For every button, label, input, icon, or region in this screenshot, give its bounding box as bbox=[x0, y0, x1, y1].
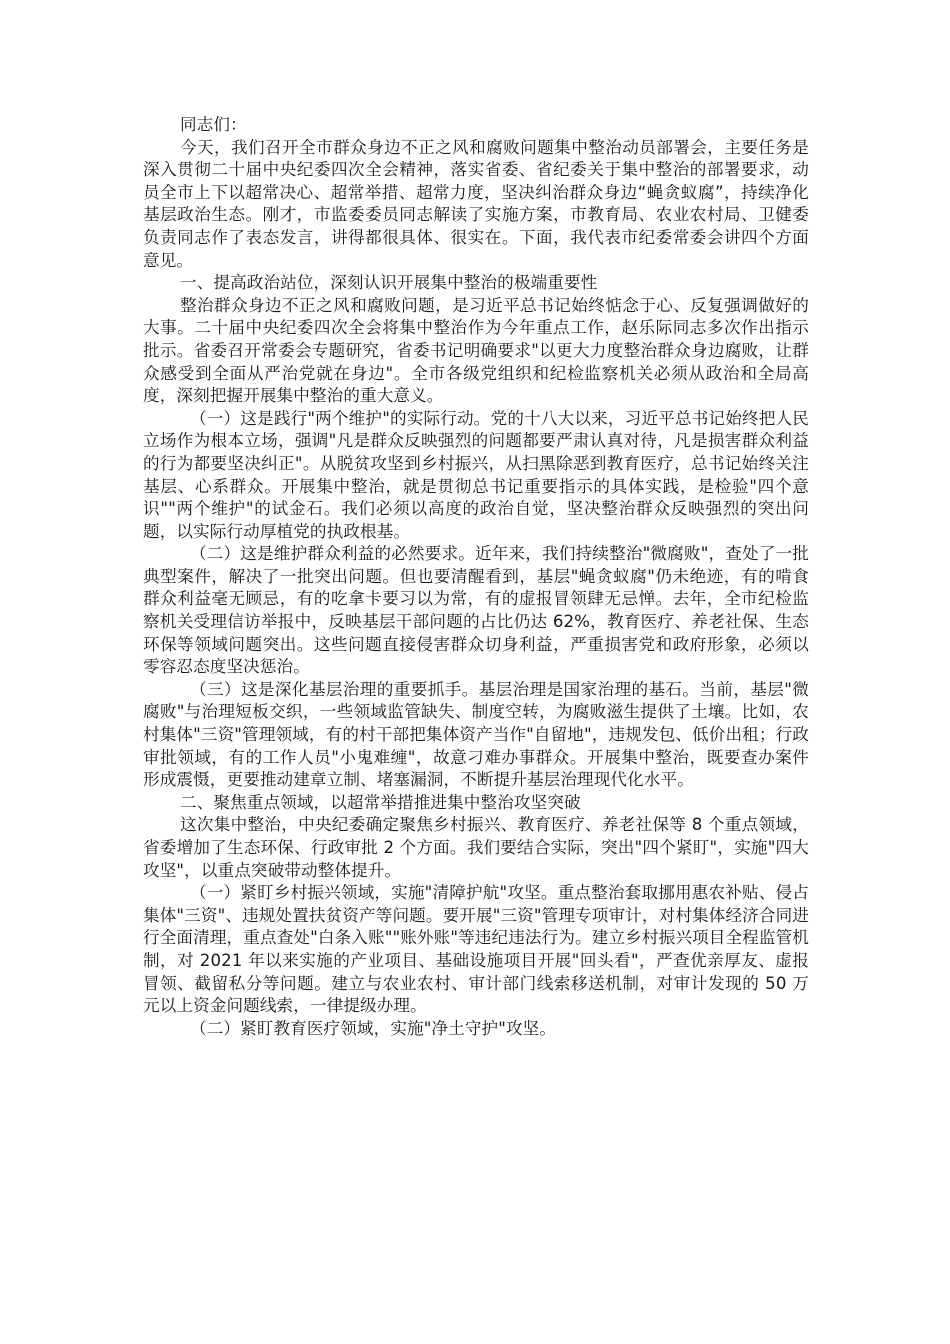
paragraph-section-1-point-2: （二）这是维护群众利益的必然要求。近年来，我们持续整治"微腐败"，查处了一批典型案件，解决了一批突出问题。但也要清醒看到，基层"蝇贪蚁腐"仍未绝迹，有的啃食群众利益毫无顾忌，有的吃拿卡要习以为常，有的虚报冒领肆无忌惮。去年，全市纪检监察机关受理信访举报中，反映基层干部问题的占比仍达 62%，教育医疗、养老社保、生态环保等领域问题突出。这些问题直接侵害群众切身利益，严重损害党和政府形象，必须以零容忍态度坚决惩治。 bbox=[143, 544, 809, 677]
paragraph-section-1-point-3: （三）这是深化基层治理的重要抓手。基层治理是国家治理的基石。当前，基层"微腐败"与治理短板交织，一些领域监管缺失、制度空转，为腐败滋生提供了土壤。比如，农村集体"三资"管理领域，有的村干部把集体资产当作"自留地"，违规发包、低价出租；行政审批领域，有的工作人员"小鬼难缠"，故意刁难办事群众。开展集中整治，既要查办案件形成震慑，更要推动建章立制、堵塞漏洞，不断提升基层治理现代化水平。 bbox=[143, 679, 809, 790]
salutation: 同志们： bbox=[180, 115, 247, 134]
paragraph-section-1-point-1: （一）这是践行"两个维护"的实际行动。党的十八大以来，习近平总书记始终把人民立场作为根本立场，强调"凡是群众反映强烈的问题都要严肃认真对待，凡是损害群众利益的行为都要坚决纠正"。从脱贫攻坚到乡村振兴，从扫黑除恶到教育医疗，总书记始终关注基层、心系群众。开展集中整治，就是贯彻总书记重要指示的具体实践，是检验"四个意识""两个维护"的试金石。我们必须以高度的政治自觉，坚决整治群众反映强烈的突出问题，以实际行动厚植党的执政根基。 bbox=[143, 408, 809, 541]
paragraph-section-2-point-1: （一）紧盯乡村振兴领域，实施"清障护航"攻坚。重点整治套取挪用惠农补贴、侵占集体"三资"、违规处置扶贫资产等问题。要开展"三资"管理专项审计，对村集体经济合同进行全面清理，重点查处"白条入账""账外账"等违纪违法行为。建立乡村振兴项目全程监管机制，对 2021 年以来实施的产业项目、基础设施项目开展"回头看"，严查优亲厚友、虚报冒领、截留私分等问题。建立与农业农村、审计部门线索移送机制，对审计发现的 50 万元以上资金问题线索，一律提级办理。 bbox=[143, 883, 809, 1016]
paragraph-section-2-point-2: （二）紧盯教育医疗领域，实施"净土守护"攻坚。 bbox=[190, 1018, 557, 1038]
document-page bbox=[143, 114, 809, 1040]
paragraph-section-1-intro: 整治群众身边不正之风和腐败问题，是习近平总书记始终惦念于心、反复强调做好的大事。二十届中央纪委四次全会将集中整治作为今年重点工作，赵乐际同志多次作出指示批示。省委召开常委会专题研究，省委书记明确要求"以更大力度整治群众身边腐败，让群众感受到全面从严治党就在身边"。全市各级党组织和纪检监察机关必须从政治和全局高度，深刻把握开展集中整治的重大意义。 bbox=[143, 295, 809, 406]
section-heading-2: 二、聚焦重点领域，以超常举措推进集中整治攻坚突破 bbox=[180, 792, 581, 812]
section-heading-1: 一、提高政治站位，深刻认识开展集中整治的极端重要性 bbox=[180, 273, 598, 293]
paragraph-section-2-intro: 这次集中整治，中央纪委确定聚焦乡村振兴、教育医疗、养老社保等 8 个重点领域，省委增加了生态环保、行政审批 2 个方面。我们要结合实际，突出"四个紧盯"，实施"四大攻坚"，以重点突破带动整体提升。 bbox=[143, 815, 809, 880]
paragraph-opening: 今天，我们召开全市群众身边不正之风和腐败问题集中整治动员部署会，主要任务是深入贯彻二十届中央纪委四次全会精神，落实省委、省纪委关于集中整治的部署要求，动员全市上下以超常决心、超常举措、超常力度，坚决纠治群众身边“蝇贪蚁腐”，持续净化基层政治生态。刚才，市监委委员同志解读了实施方案，市教育局、农业农村局、卫健委负责同志作了表态发言，讲得都很具体、很实在。下面，我代表市纪委常委会讲四个方面意见。 bbox=[143, 137, 809, 270]
